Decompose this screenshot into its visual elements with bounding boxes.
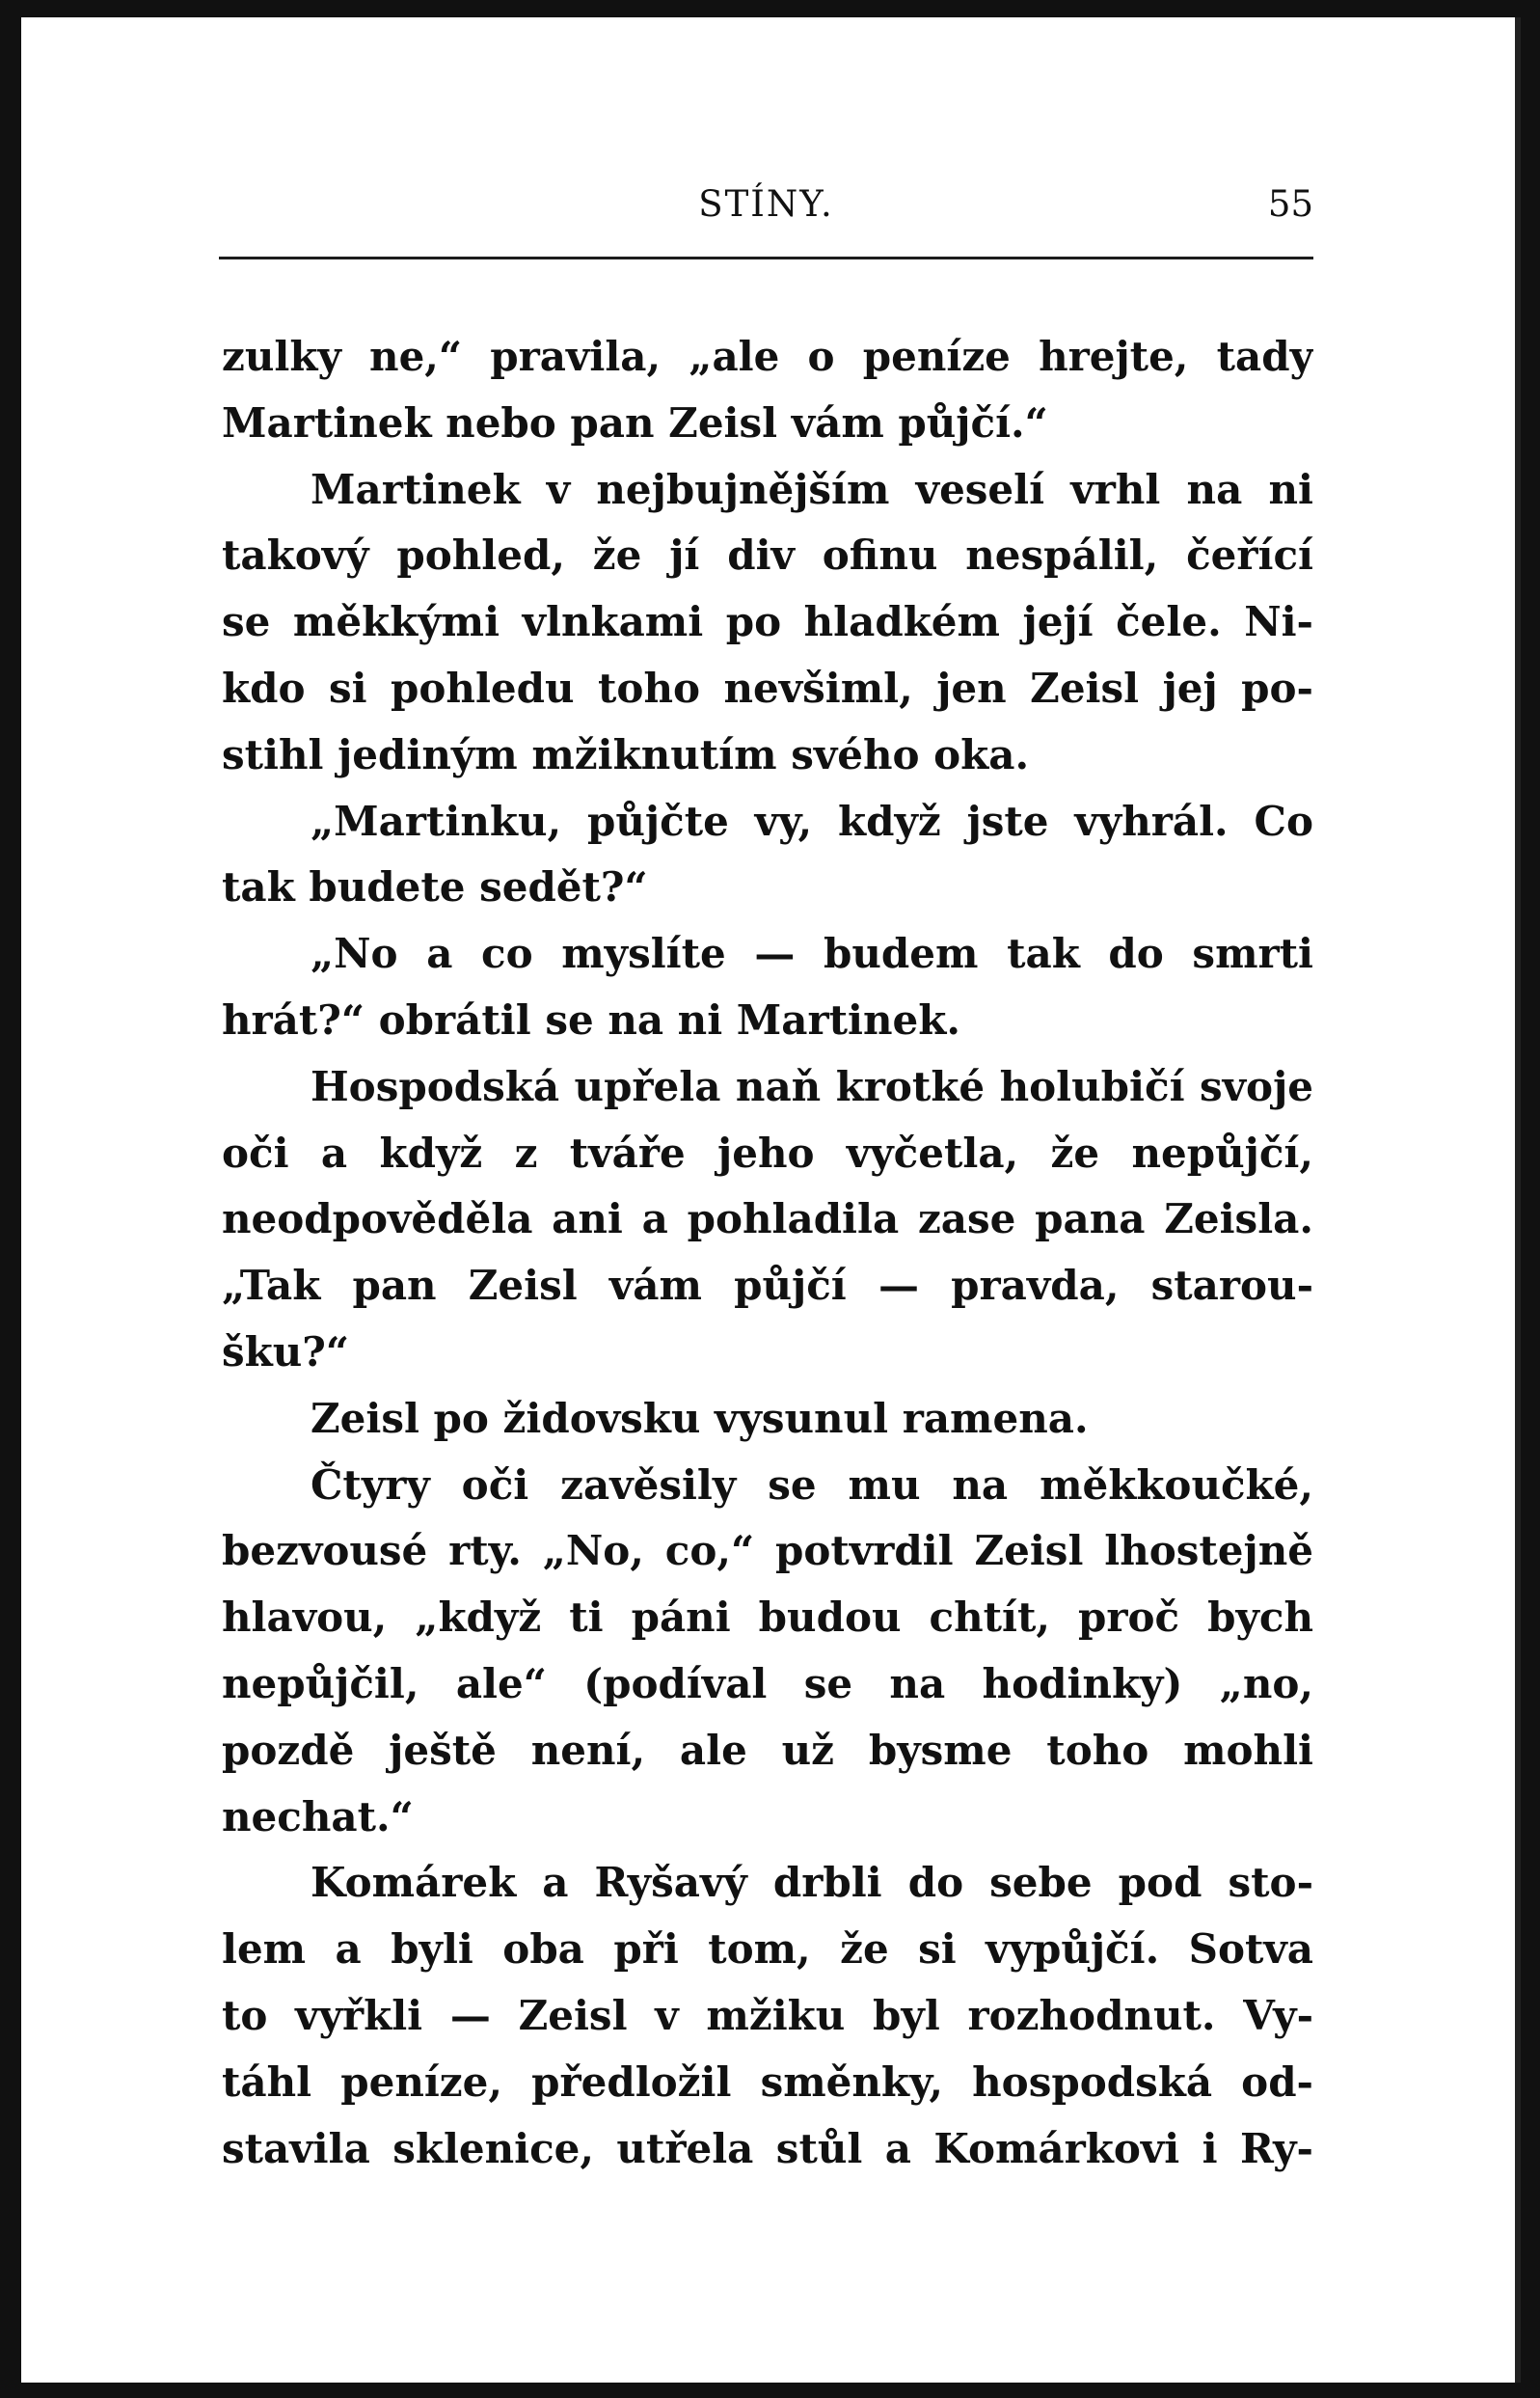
text-line: Čtyry oči zavěsily se mu na měkkoučké, [311,1460,1313,1509]
text-line: stihl jediným mžiknutím svého oka. [222,730,1030,778]
text-line: pozdě ještě není, ale už bysme toho mohli [222,1726,1313,1774]
text-line: nechat.“ [222,1792,414,1840]
text-line: stavila sklenice, utřela stůl a Komárkovi i Ry- [222,2124,1313,2172]
text-line: „Tak pan Zeisl vám půjčí — pravda, starou- [222,1262,1313,1310]
body-text [222,324,1313,2182]
page-number: 55 [1267,183,1313,225]
text-line: šku?“ [222,1327,350,1376]
text-line: hlavou, „když ti páni budou chtít, proč bych [222,1594,1313,1642]
text-line: Zeisl po židovsku vysunul ramena. [311,1394,1089,1442]
running-title: STÍNY. [698,183,834,225]
text-line: táhl peníze, předložil směnky, hospodská od- [222,2057,1313,2106]
text-line: tak budete sedět?“ [222,863,648,912]
text-line: „No a co myslíte — budem tak do smrti [311,930,1313,978]
text-line: kdo si pohledu toho nevšiml, jen Zeisl jej po- [222,664,1313,712]
text-line: lem a byli oba při tom, že si vypůjčí. Sotva [222,1925,1313,1974]
text-line: nepůjčil, ale“ (podíval se na hodinky) „no, [222,1659,1313,1707]
text-line: bezvousé rty. „No, co,“ potvrdil Zeisl lhostejně [222,1527,1313,1575]
text-line: Hospodská upřela naň krotké holubičí svoje [311,1062,1313,1110]
text-line: Martinek nebo pan Zeisl vám půjčí.“ [222,398,1048,447]
text-line: hrát?“ obrátil se na ni Martinek. [222,995,960,1044]
page-header [219,183,1313,259]
text-line: oči a když z tváře jeho vyčetla, že nepůjčí, [222,1129,1313,1177]
text-line: „Martinku, půjčte vy, když jste vyhrál. Co [311,797,1313,845]
text-line: neodpověděla ani a pohladila zase pana Zeisla. [222,1195,1313,1243]
text-line: zulky ne,“ pravila, „ale o peníze hrejte, tady [222,333,1313,380]
text-line: Martinek v nejbujnějším veselí vrhl na ni [311,465,1313,513]
text-line: se měkkými vlnkami po hladkém její čele. Ni- [222,598,1313,646]
text-line: takový pohled, že jí div ofinu nespálil, čeřící [222,531,1313,580]
text-line: Komárek a Ryšavý drbli do sebe pod sto- [311,1859,1313,1907]
book-page [21,17,1521,2383]
text-line: to vyřkli — Zeisl v mžiku byl rozhodnut. Vy- [222,1991,1313,2039]
